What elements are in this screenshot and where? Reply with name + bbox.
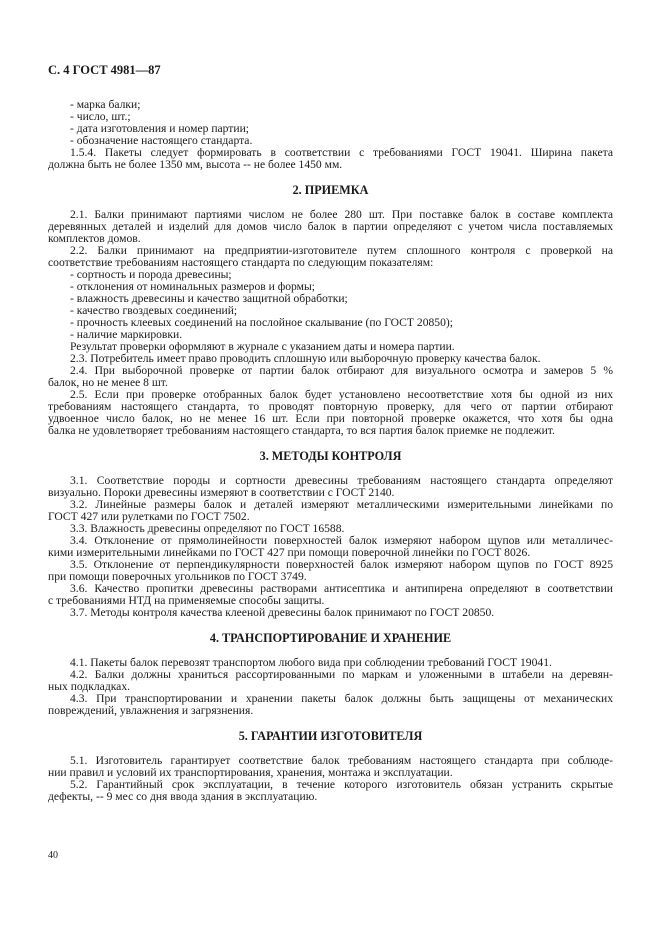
paragraph bbox=[48, 147, 613, 171]
text-line: балок, но не менее 8 шт. bbox=[48, 376, 168, 389]
text-line: 3.2. Линейные размеры балок и деталей измеряют металлическими измерительными линейками по bbox=[70, 499, 613, 511]
text-line: 3.6. Качество пропитки древесины растворами антисептика и антипирена определяют в соответствии bbox=[70, 583, 613, 595]
text-line: 5.2. Гарантийный срок эксплуатации, в течение которого изготовитель обязан устранить скрытые bbox=[70, 779, 613, 791]
text-line: 2.5. Если при проверке отобранных балок будет установлено несоответствие хотя бы одной из них bbox=[70, 389, 613, 401]
paragraph bbox=[48, 607, 613, 619]
paragraph bbox=[48, 779, 613, 803]
text-line: 3.3. Влажность древесины определяют по ГОСТ 16588. bbox=[70, 522, 345, 535]
paragraph bbox=[48, 535, 613, 559]
section-heading: 5. ГАРАНТИИ ИЗГОТОВИТЕЛЯ bbox=[238, 729, 423, 743]
paragraph bbox=[48, 755, 613, 779]
text-line: - прочность клеевых соединений на послойное скалывание (по ГОСТ 20850); bbox=[70, 316, 453, 329]
text-line: 3.5. Отклонение от перпендикулярности поверхностей балок измеряют набором щупов по ГОСТ 8925 bbox=[70, 559, 613, 571]
text-line: соответствие требованиям настоящего стандарта по следующим показателям: bbox=[48, 256, 434, 269]
text-line: должна быть не более 1350 мм, высота -- не более 1450 мм. bbox=[48, 158, 343, 171]
document-body bbox=[48, 99, 613, 803]
text-line: 2.4. При выборочной проверке от партии балок отбирают для визуального осмотра и замеров 5 % bbox=[70, 365, 613, 377]
text-line: визуально. Пороки древесины измеряют в соответствии с ГОСТ 2140. bbox=[48, 486, 395, 499]
page-number: 40 bbox=[48, 850, 58, 861]
text-line: деревянных деталей и изделий для домов число балок в партии определяют с учетом числа поставляемых bbox=[48, 221, 613, 233]
text-line: 1.5.4. Пакеты следует формировать в соответствии с требованиями ГОСТ 19041. Ширина пакета bbox=[70, 147, 613, 159]
text-line: 2.1. Балки принимают партиями числом не более 280 шт. При поставке балок в составе комплекта bbox=[70, 209, 613, 221]
paragraph bbox=[48, 693, 613, 717]
section-heading: 3. МЕТОДЫ КОНТРОЛЯ bbox=[259, 449, 402, 463]
text-line: 5.1. Изготовитель гарантирует соответствие балок требованиям настоящего стандарта при соблюде- bbox=[70, 755, 613, 767]
list-item bbox=[48, 99, 613, 111]
text-line: - марка балки; bbox=[70, 98, 141, 111]
paragraph bbox=[48, 245, 613, 269]
text-line: удвоенное число балок, но не менее 16 шт. Если при повторной проверке окажется, что хотя бы одна bbox=[48, 413, 613, 425]
list-item bbox=[48, 135, 613, 147]
text-line: ных подкладках. bbox=[48, 680, 131, 693]
paragraph bbox=[48, 657, 613, 669]
text-line: комплектов домов. bbox=[48, 232, 141, 245]
text-line: 2.3. Потребитель имеет право проводить сплошную или выборочную проверку качества балок. bbox=[70, 352, 541, 365]
text-line: - наличие маркировки. bbox=[70, 328, 183, 341]
text-line: дефекты, -- 9 мес со дня ввода здания в эксплуатацию. bbox=[48, 790, 318, 803]
paragraph bbox=[48, 669, 613, 693]
text-line: кими измерительными линейками по ГОСТ 427 при помощи поверочной линейки по ГОСТ 8026. bbox=[48, 546, 531, 559]
text-line: нии правил и условий их транспортирования, хранения, монтажа и эксплуатации. bbox=[48, 766, 453, 779]
text-line: балка не удовлетворяет требованиям настоящего стандарта, то вся партия балок приемке не подлежит. bbox=[48, 424, 555, 437]
text-line: 4.3. При транспортировании и хранении пакеты балок должны быть защищены от механических bbox=[70, 693, 613, 705]
text-line: с требованиями НТД на применяемые способы защиты. bbox=[48, 594, 325, 607]
text-line: Результат проверки оформляют в журнале с указанием даты и номера партии. bbox=[70, 340, 455, 353]
text-line: требованиям настоящего стандарта, то проводят повторную проверку, для чего от партии отбирают bbox=[48, 401, 613, 413]
paragraph bbox=[48, 353, 613, 365]
paragraph bbox=[48, 365, 613, 389]
paragraph bbox=[48, 523, 613, 535]
section-heading: 2. ПРИЕМКА bbox=[292, 183, 369, 197]
paragraph bbox=[48, 583, 613, 607]
text-line: 4.2. Балки должны храниться рассортированными по маркам и уложенными в штабели на деревян- bbox=[70, 669, 613, 681]
paragraph bbox=[48, 559, 613, 583]
page-header: С. 4 ГОСТ 4981—87 bbox=[48, 63, 161, 77]
text-line: 2.2. Балки принимают на предприятии-изготовителе путем сплошного контроля с проверкой на bbox=[70, 245, 613, 257]
text-line: 3.4. Отклонение от прямолинейности поверхностей балок измеряют набором щупов или металличес- bbox=[70, 535, 613, 547]
paragraph bbox=[48, 499, 613, 523]
text-line: - качество гвоздевых соединений; bbox=[70, 304, 238, 317]
text-line: повреждений, увлажнения и загрязнения. bbox=[48, 704, 254, 717]
text-line: 3.7. Методы контроля качества клееной древесины балок принимают по ГОСТ 20850. bbox=[70, 606, 495, 619]
paragraph bbox=[48, 475, 613, 499]
text-line: ГОСТ 427 или рулетками по ГОСТ 7502. bbox=[48, 510, 250, 523]
section-heading: 4. ТРАНСПОРТИРОВАНИЕ И ХРАНЕНИЕ bbox=[209, 631, 452, 645]
paragraph bbox=[48, 389, 613, 437]
paragraph bbox=[48, 209, 613, 245]
text-line: 3.1. Соответствие породы и сортности древесины требованиям настоящего стандарта определяют bbox=[70, 475, 613, 487]
text-line: при помощи поверочных угольников по ГОСТ 3749. bbox=[48, 570, 307, 583]
text-line: - сортность и порода древесины; bbox=[70, 268, 232, 281]
text-line: - число, шт.; bbox=[70, 110, 131, 123]
text-line: 4.1. Пакеты балок перевозят транспортом любого вида при соблюдении требований ГОСТ 19041. bbox=[70, 656, 552, 669]
text-line: - отклонения от номинальных размеров и формы; bbox=[70, 280, 316, 293]
text-line: - дата изготовления и номер партии; bbox=[70, 122, 250, 135]
text-line: - влажность древесины и качество защитной обработки; bbox=[70, 292, 348, 305]
text-line: - обозначение настоящего стандарта. bbox=[70, 134, 253, 147]
